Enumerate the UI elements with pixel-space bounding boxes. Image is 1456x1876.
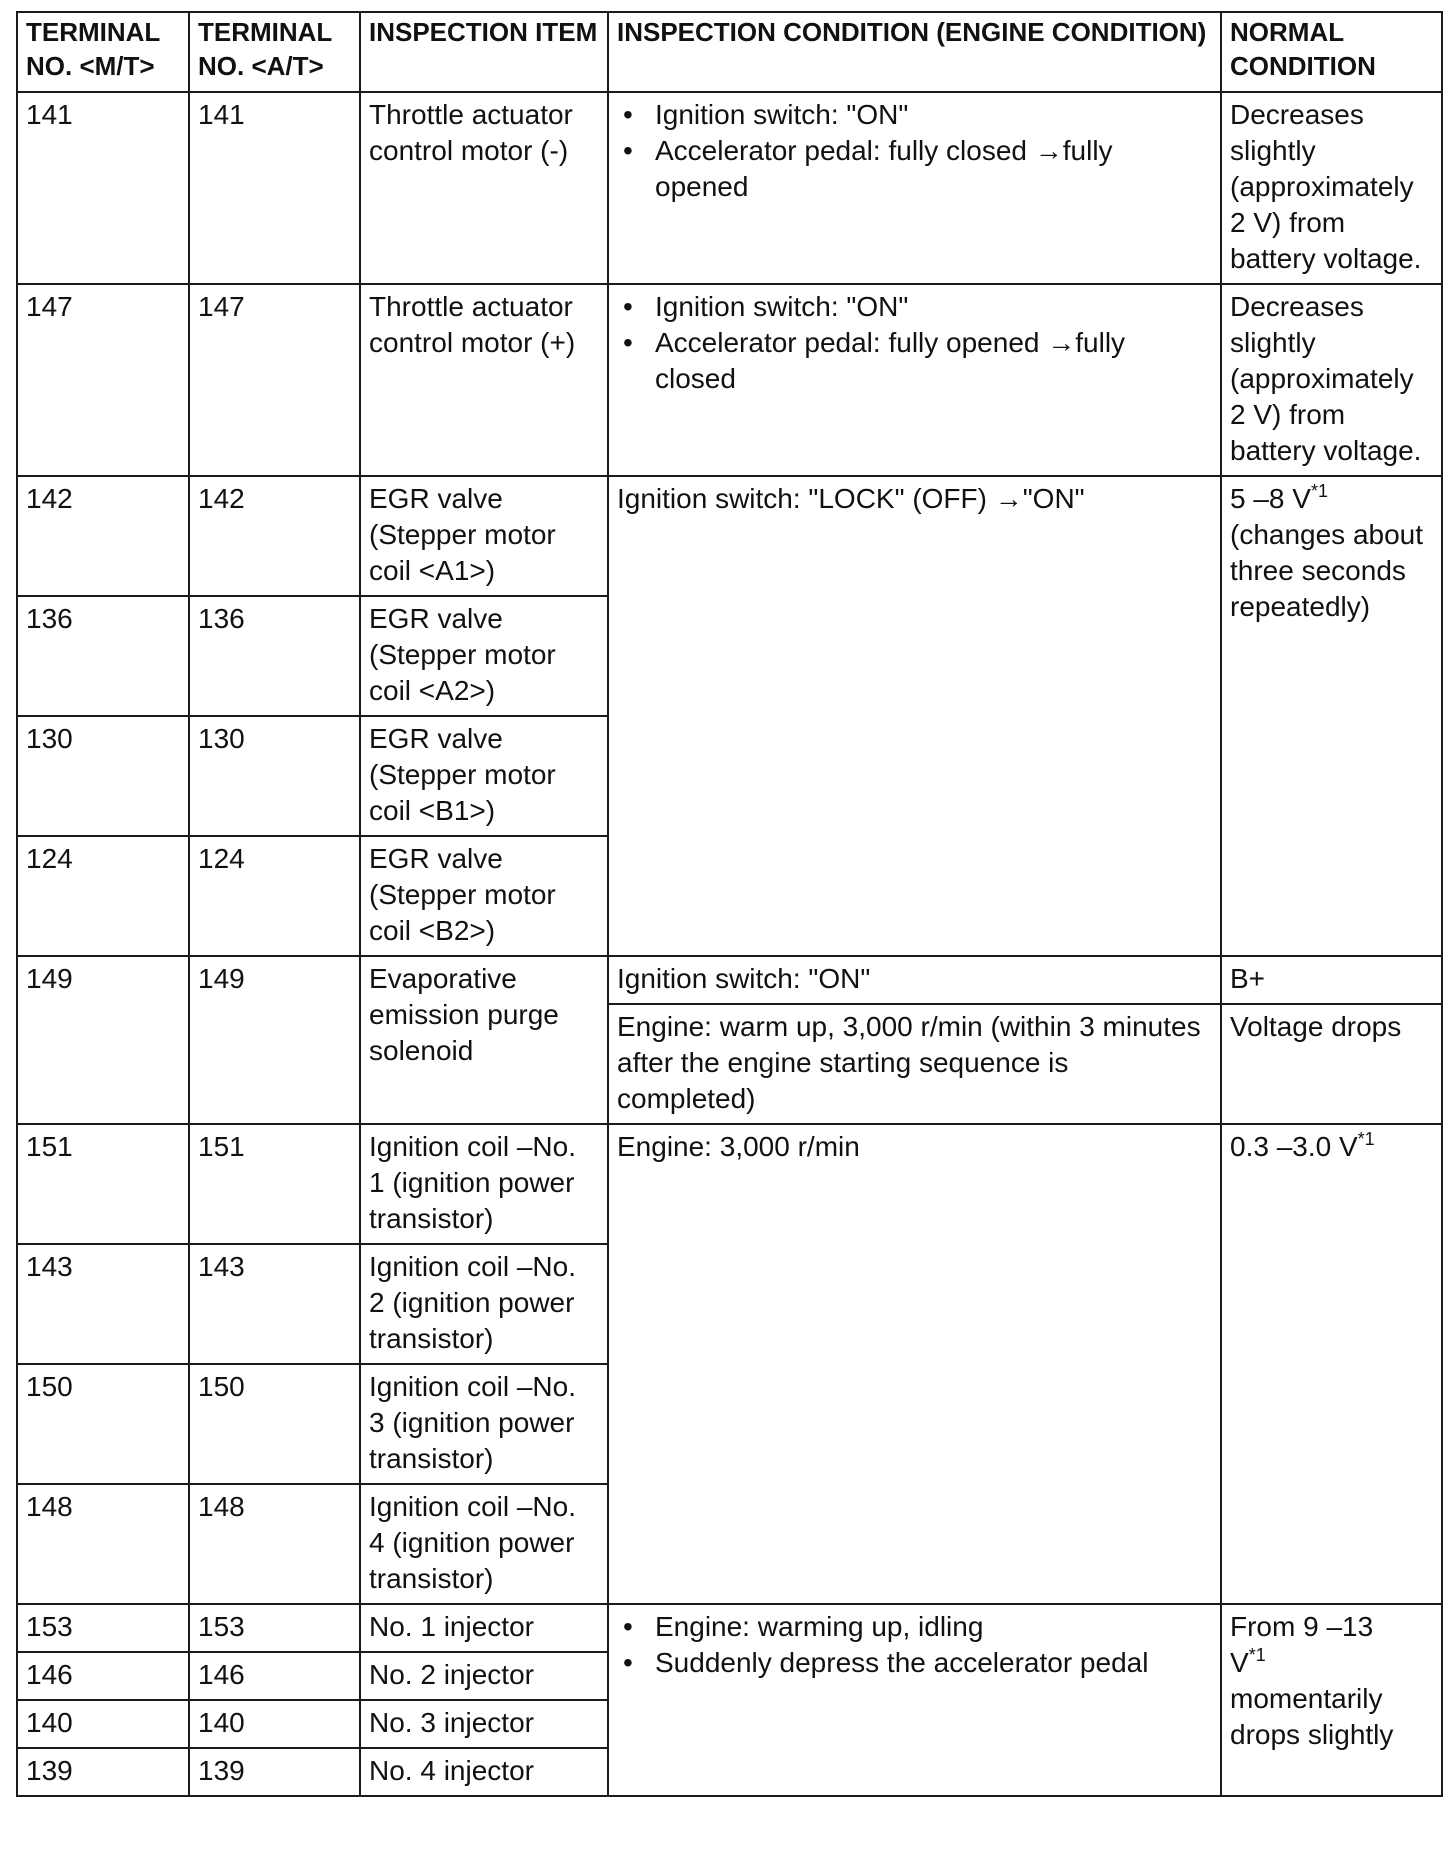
normal-note: momentarily drops slightly bbox=[1230, 1683, 1394, 1750]
condition-item: • Suddenly depress the accelerator pedal bbox=[617, 1645, 1212, 1681]
table-header-row bbox=[17, 12, 1442, 92]
normal-condition-cell bbox=[1221, 1604, 1442, 1796]
header-inspection-item: INSPECTION ITEM bbox=[360, 12, 608, 92]
inspection-item-cell: No. 2 injector bbox=[360, 1652, 608, 1700]
terminal-inspection-table bbox=[16, 11, 1443, 1797]
footnote-mark: *1 bbox=[1357, 1129, 1375, 1149]
terminal-mt-cell: 151 bbox=[17, 1124, 189, 1244]
terminal-mt-cell: 148 bbox=[17, 1484, 189, 1604]
inspection-condition-cell bbox=[608, 92, 1221, 284]
terminal-mt-cell: 140 bbox=[17, 1700, 189, 1748]
header-normal-condition: NORMAL CONDITION bbox=[1221, 12, 1442, 92]
terminal-at-cell: 142 bbox=[189, 476, 360, 596]
terminal-at-cell: 151 bbox=[189, 1124, 360, 1244]
normal-value: From 9 –13 bbox=[1230, 1611, 1374, 1642]
header-terminal-mt: TERMINAL NO. <M/T> bbox=[17, 12, 189, 92]
header-inspection-condition: INSPECTION CONDITION (ENGINE CONDITION) bbox=[608, 12, 1221, 92]
terminal-at-cell: 149 bbox=[189, 956, 360, 1124]
condition-list bbox=[617, 97, 1212, 205]
terminal-at-cell: 141 bbox=[189, 92, 360, 284]
terminal-mt-cell: 149 bbox=[17, 956, 189, 1124]
inspection-condition-cell: Ignition switch: "ON" bbox=[608, 956, 1221, 1004]
table-row bbox=[17, 1604, 1442, 1652]
inspection-item-cell: No. 1 injector bbox=[360, 1604, 608, 1652]
terminal-mt-cell: 130 bbox=[17, 716, 189, 836]
inspection-condition-cell: Engine: warm up, 3,000 r/min (within 3 minutes after the engine starting sequence is completed) bbox=[608, 1004, 1221, 1124]
terminal-mt-cell: 146 bbox=[17, 1652, 189, 1700]
inspection-item-cell: Ignition coil –No. 1 (ignition power transistor) bbox=[360, 1124, 608, 1244]
inspection-condition-cell: Ignition switch: "LOCK" (OFF) →"ON" bbox=[608, 476, 1221, 956]
normal-value: 0.3 –3.0 V bbox=[1230, 1131, 1358, 1162]
table-row bbox=[17, 956, 1442, 1004]
condition-item: • Engine: warming up, idling bbox=[617, 1609, 1212, 1645]
condition-item: • Ignition switch: "ON" bbox=[617, 289, 1212, 325]
normal-condition-cell: Decreases slightly (approximately 2 V) from battery voltage. bbox=[1221, 92, 1442, 284]
terminal-mt-cell: 142 bbox=[17, 476, 189, 596]
normal-condition-cell: Decreases slightly (approximately 2 V) from battery voltage. bbox=[1221, 284, 1442, 476]
terminal-mt-cell: 143 bbox=[17, 1244, 189, 1364]
table-row bbox=[17, 476, 1442, 596]
terminal-mt-cell: 153 bbox=[17, 1604, 189, 1652]
footnote-mark: *1 bbox=[1248, 1645, 1266, 1665]
inspection-item-cell: No. 3 injector bbox=[360, 1700, 608, 1748]
terminal-mt-cell: 124 bbox=[17, 836, 189, 956]
table-row bbox=[17, 1124, 1442, 1244]
inspection-condition-cell: Engine: 3,000 r/min bbox=[608, 1124, 1221, 1604]
terminal-at-cell: 130 bbox=[189, 716, 360, 836]
inspection-item-cell: Ignition coil –No. 4 (ignition power transistor) bbox=[360, 1484, 608, 1604]
inspection-item-cell: EGR valve (Stepper motor coil <B2>) bbox=[360, 836, 608, 956]
terminal-at-cell: 148 bbox=[189, 1484, 360, 1604]
condition-item: • Accelerator pedal: fully opened →fully closed bbox=[617, 325, 1212, 397]
inspection-item-cell: EGR valve (Stepper motor coil <A2>) bbox=[360, 596, 608, 716]
inspection-item-cell: Throttle actuator control motor (-) bbox=[360, 92, 608, 284]
normal-condition-cell bbox=[1221, 476, 1442, 956]
terminal-at-cell: 124 bbox=[189, 836, 360, 956]
inspection-item-cell: No. 4 injector bbox=[360, 1748, 608, 1796]
normal-value: 5 –8 V bbox=[1230, 483, 1311, 514]
terminal-mt-cell: 139 bbox=[17, 1748, 189, 1796]
inspection-item-cell: Evaporative emission purge solenoid bbox=[360, 956, 608, 1124]
inspection-condition-cell bbox=[608, 1604, 1221, 1796]
inspection-item-cell: Ignition coil –No. 3 (ignition power transistor) bbox=[360, 1364, 608, 1484]
terminal-mt-cell: 141 bbox=[17, 92, 189, 284]
normal-note: (changes about three seconds repeatedly) bbox=[1230, 519, 1424, 622]
table-row bbox=[17, 284, 1442, 476]
terminal-at-cell: 153 bbox=[189, 1604, 360, 1652]
normal-condition-cell: B+ bbox=[1221, 956, 1442, 1004]
terminal-at-cell: 150 bbox=[189, 1364, 360, 1484]
table-row bbox=[17, 92, 1442, 284]
normal-condition-cell: Voltage drops bbox=[1221, 1004, 1442, 1124]
terminal-mt-cell: 136 bbox=[17, 596, 189, 716]
condition-list bbox=[617, 1609, 1212, 1681]
inspection-item-cell: EGR valve (Stepper motor coil <A1>) bbox=[360, 476, 608, 596]
terminal-at-cell: 139 bbox=[189, 1748, 360, 1796]
terminal-at-cell: 140 bbox=[189, 1700, 360, 1748]
normal-unit: V bbox=[1230, 1647, 1249, 1678]
inspection-item-cell: Ignition coil –No. 2 (ignition power transistor) bbox=[360, 1244, 608, 1364]
condition-item: • Accelerator pedal: fully closed →fully opened bbox=[617, 133, 1212, 205]
terminal-at-cell: 136 bbox=[189, 596, 360, 716]
terminal-at-cell: 146 bbox=[189, 1652, 360, 1700]
terminal-mt-cell: 150 bbox=[17, 1364, 189, 1484]
inspection-condition-cell bbox=[608, 284, 1221, 476]
terminal-at-cell: 143 bbox=[189, 1244, 360, 1364]
inspection-item-cell: Throttle actuator control motor (+) bbox=[360, 284, 608, 476]
terminal-mt-cell: 147 bbox=[17, 284, 189, 476]
footnote-mark: *1 bbox=[1310, 481, 1328, 501]
normal-condition-cell bbox=[1221, 1124, 1442, 1604]
inspection-item-cell: EGR valve (Stepper motor coil <B1>) bbox=[360, 716, 608, 836]
terminal-at-cell: 147 bbox=[189, 284, 360, 476]
condition-item: • Ignition switch: "ON" bbox=[617, 97, 1212, 133]
header-terminal-at: TERMINAL NO. <A/T> bbox=[189, 12, 360, 92]
condition-list bbox=[617, 289, 1212, 397]
